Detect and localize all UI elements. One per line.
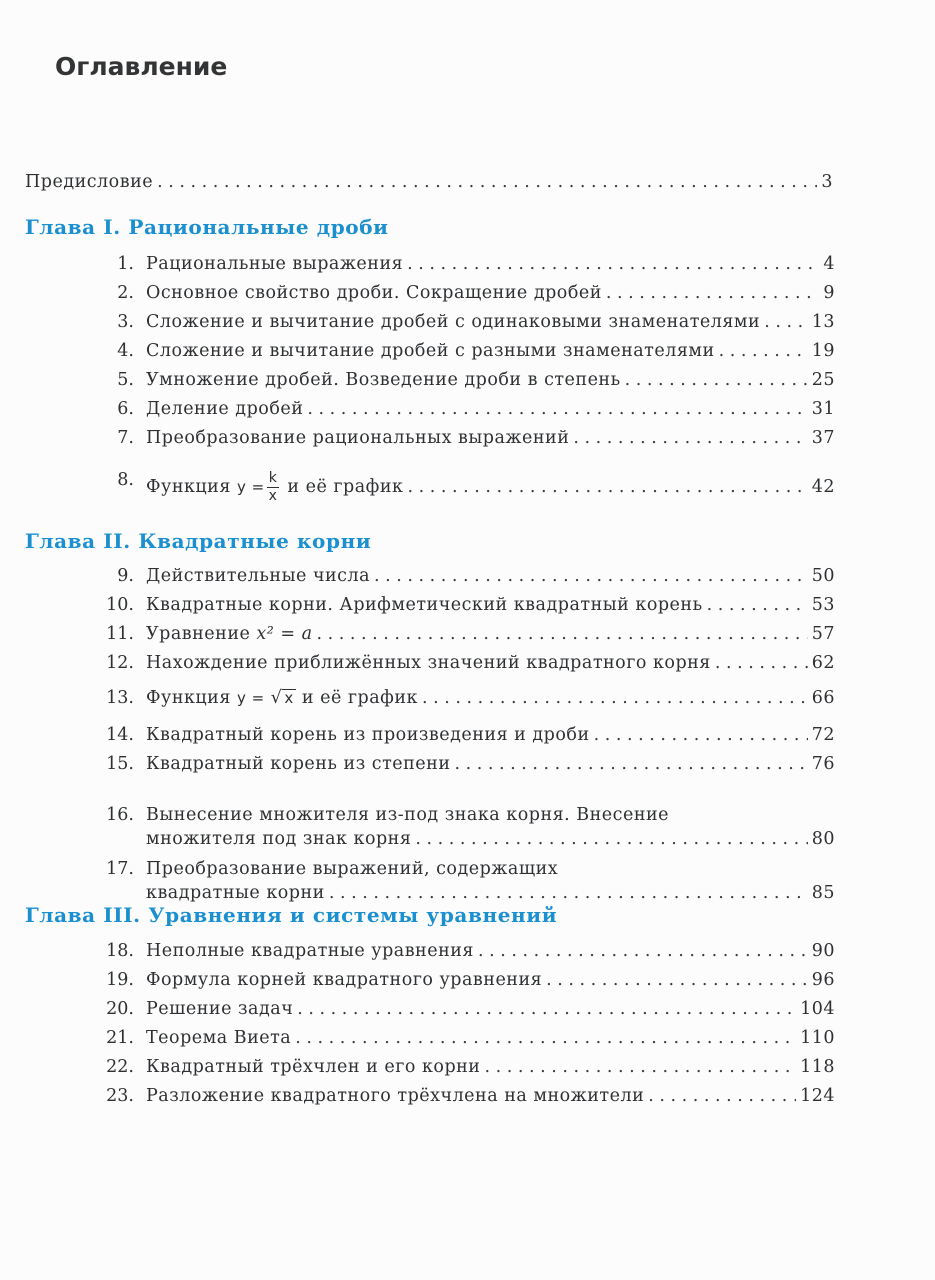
toc-label: Решение задач — [146, 999, 294, 1019]
toc-label: Квадратный корень из степени — [146, 754, 451, 774]
toc-entry-number: 6. — [117, 399, 134, 419]
toc-page-number: 62 — [811, 653, 835, 673]
toc-label: Неполные квадратные уравнения — [146, 941, 474, 961]
toc-entry-number: 20. — [106, 999, 134, 1019]
toc-label: Теорема Виета — [146, 1028, 292, 1048]
chapter-heading[interactable]: Глава III. Уравнения и системы уравнений — [25, 903, 558, 927]
toc-label: Предисловие — [25, 172, 154, 192]
toc-entry-number: 5. — [117, 370, 134, 390]
dot-leader — [625, 370, 808, 390]
toc-entry[interactable] — [146, 624, 835, 644]
toc-page-number: 42 — [811, 477, 835, 497]
fraction-denominator: x — [268, 488, 278, 504]
toc-entry[interactable] — [146, 999, 835, 1019]
toc-entry[interactable] — [146, 1057, 835, 1077]
toc-page-number: 50 — [811, 566, 835, 586]
dot-leader — [297, 999, 796, 1019]
toc-page-number: 110 — [800, 1028, 835, 1048]
toc-entry-number: 1. — [117, 254, 134, 274]
toc-label-text: и её график — [301, 688, 418, 708]
toc-page-number: 76 — [811, 754, 835, 774]
dot-leader — [374, 566, 808, 586]
toc-page-number: 57 — [811, 624, 835, 644]
toc-label: Нахождение приближённых значений квадратного корня — [146, 653, 711, 673]
toc-label: Действительные числа — [146, 566, 371, 586]
toc-entry[interactable] — [146, 883, 835, 903]
dot-leader — [484, 1057, 796, 1077]
toc-label — [146, 470, 403, 505]
formula: x² = a — [256, 624, 313, 644]
toc-entry-number: 7. — [117, 428, 134, 448]
toc-page-number: 31 — [811, 399, 835, 419]
toc-entry[interactable] — [146, 312, 835, 332]
dot-leader — [715, 653, 808, 673]
formula-fraction — [267, 470, 280, 505]
toc-label: Сложение и вычитание дробей с одинаковыми знаменателями — [146, 312, 761, 332]
toc-entry[interactable] — [146, 941, 835, 961]
toc-entry[interactable] — [146, 370, 835, 390]
dot-leader — [295, 1028, 796, 1048]
toc-label: Квадратный корень из произведения и дроби — [146, 725, 590, 745]
toc-page-number: 3 — [821, 172, 833, 192]
fraction-numerator: k — [268, 470, 278, 486]
toc-label: Формула корней квадратного уравнения — [146, 970, 543, 990]
dot-leader — [407, 477, 807, 497]
toc-entry-number: 13. — [106, 688, 134, 708]
toc-label: Разложение квадратного трёхчлена на множители — [146, 1086, 645, 1106]
toc-label: Преобразование рациональных выражений — [146, 428, 570, 448]
formula-y: y = — [236, 689, 265, 707]
toc-entry-number: 15. — [106, 754, 134, 774]
dot-leader — [606, 283, 819, 303]
toc-entry-number: 19. — [106, 970, 134, 990]
toc-page-number: 13 — [811, 312, 835, 332]
toc-entry-number: 12. — [106, 653, 134, 673]
toc-entry-number: 16. — [106, 805, 134, 825]
dot-leader — [707, 595, 808, 615]
toc-label-line1: Преобразование выражений, содержащих — [146, 859, 559, 879]
toc-label-text: и её график — [287, 477, 404, 497]
toc-preface[interactable] — [25, 172, 833, 192]
toc-page-number: 80 — [811, 829, 835, 849]
toc-page-number: 104 — [800, 999, 835, 1019]
toc-label: Квадратные корни. Арифметический квадратный корень — [146, 595, 703, 615]
dot-leader — [764, 312, 808, 332]
dot-leader — [307, 399, 807, 419]
toc-label: Сложение и вычитание дробей с разными знаменателями — [146, 341, 715, 361]
toc-entry[interactable] — [146, 283, 835, 303]
toc-label: Квадратный трёхчлен и его корни — [146, 1057, 481, 1077]
toc-entry[interactable] — [146, 1086, 835, 1106]
toc-page-number: 66 — [811, 688, 835, 708]
toc-entry[interactable] — [146, 653, 835, 673]
toc-page-number: 19 — [811, 341, 835, 361]
dot-leader — [317, 624, 808, 644]
toc-entry-number: 23. — [106, 1086, 134, 1106]
dot-leader — [329, 883, 808, 903]
page-title: Оглавление — [55, 52, 228, 81]
toc-entry[interactable] — [146, 595, 835, 615]
dot-leader — [648, 1086, 796, 1106]
toc-entry-number: 11. — [106, 624, 134, 644]
dot-leader — [573, 428, 807, 448]
toc-page-number: 53 — [811, 595, 835, 615]
toc-label: квадратные корни — [146, 883, 325, 903]
toc-entry-number: 14. — [106, 725, 134, 745]
toc-entry[interactable] — [146, 688, 835, 708]
toc-page-number: 90 — [811, 941, 835, 961]
toc-entry[interactable] — [146, 399, 835, 419]
toc-label-text: Функция — [146, 477, 231, 497]
toc-entry-number: 2. — [117, 283, 134, 303]
toc-label-line1: Вынесение множителя из-под знака корня. Внесение — [146, 805, 670, 825]
dot-leader — [455, 754, 808, 774]
toc-page-number: 96 — [811, 970, 835, 990]
toc-label: Функция y = √ x и её график — [146, 688, 418, 708]
dot-leader — [546, 970, 808, 990]
toc-entry[interactable] — [146, 829, 835, 849]
dot-leader — [594, 725, 808, 745]
toc-page-number: 124 — [800, 1086, 835, 1106]
toc-page-number: 85 — [811, 883, 835, 903]
toc-page-number: 72 — [811, 725, 835, 745]
toc-entry[interactable] — [146, 428, 835, 448]
toc-label-text: Функция — [146, 688, 231, 708]
toc-entry-number: 3. — [117, 312, 134, 332]
toc-label: Деление дробей — [146, 399, 304, 419]
toc-entry-number: 22. — [106, 1057, 134, 1077]
formula-radicand: x — [284, 689, 294, 707]
dot-leader — [719, 341, 808, 361]
toc-entry-number: 9. — [117, 566, 134, 586]
toc-label-text: Уравнение — [146, 624, 251, 644]
toc-page-number: 9 — [823, 283, 835, 303]
toc-entry-number: 17. — [106, 859, 134, 879]
toc-entry-number: 10. — [106, 595, 134, 615]
dot-leader — [407, 254, 819, 274]
toc-page-number: 25 — [811, 370, 835, 390]
toc-page-number: 4 — [823, 254, 835, 274]
toc-entry[interactable] — [146, 725, 835, 745]
toc-label: множителя под знак корня — [146, 829, 412, 849]
formula-y: y = — [236, 478, 265, 496]
chapter-heading[interactable]: Глава I. Рациональные дроби — [25, 215, 389, 239]
toc-label: Основное свойство дроби. Сокращение дробей — [146, 283, 602, 303]
toc-entry-number: 18. — [106, 941, 134, 961]
toc-entry[interactable] — [146, 1028, 835, 1048]
toc-entry[interactable] — [146, 254, 835, 274]
toc-entry[interactable] — [146, 566, 835, 586]
dot-leader — [478, 941, 808, 961]
dot-leader — [422, 688, 808, 708]
toc-page-number: 37 — [811, 428, 835, 448]
toc-entry[interactable] — [146, 341, 835, 361]
toc-entry[interactable] — [146, 754, 835, 774]
dot-leader — [415, 829, 807, 849]
toc-entry-number: 21. — [106, 1028, 134, 1048]
toc-entry-number: 8. — [117, 470, 134, 490]
toc-label: Рациональные выражения — [146, 254, 404, 274]
toc-label: Умножение дробей. Возведение дроби в степень — [146, 370, 621, 390]
toc-entry-number: 4. — [117, 341, 134, 361]
toc-page-number: 118 — [800, 1057, 835, 1077]
toc-entry[interactable] — [146, 470, 835, 505]
chapter-heading[interactable]: Глава II. Квадратные корни — [25, 529, 372, 553]
toc-label — [146, 624, 313, 644]
toc-entry[interactable] — [146, 970, 835, 990]
